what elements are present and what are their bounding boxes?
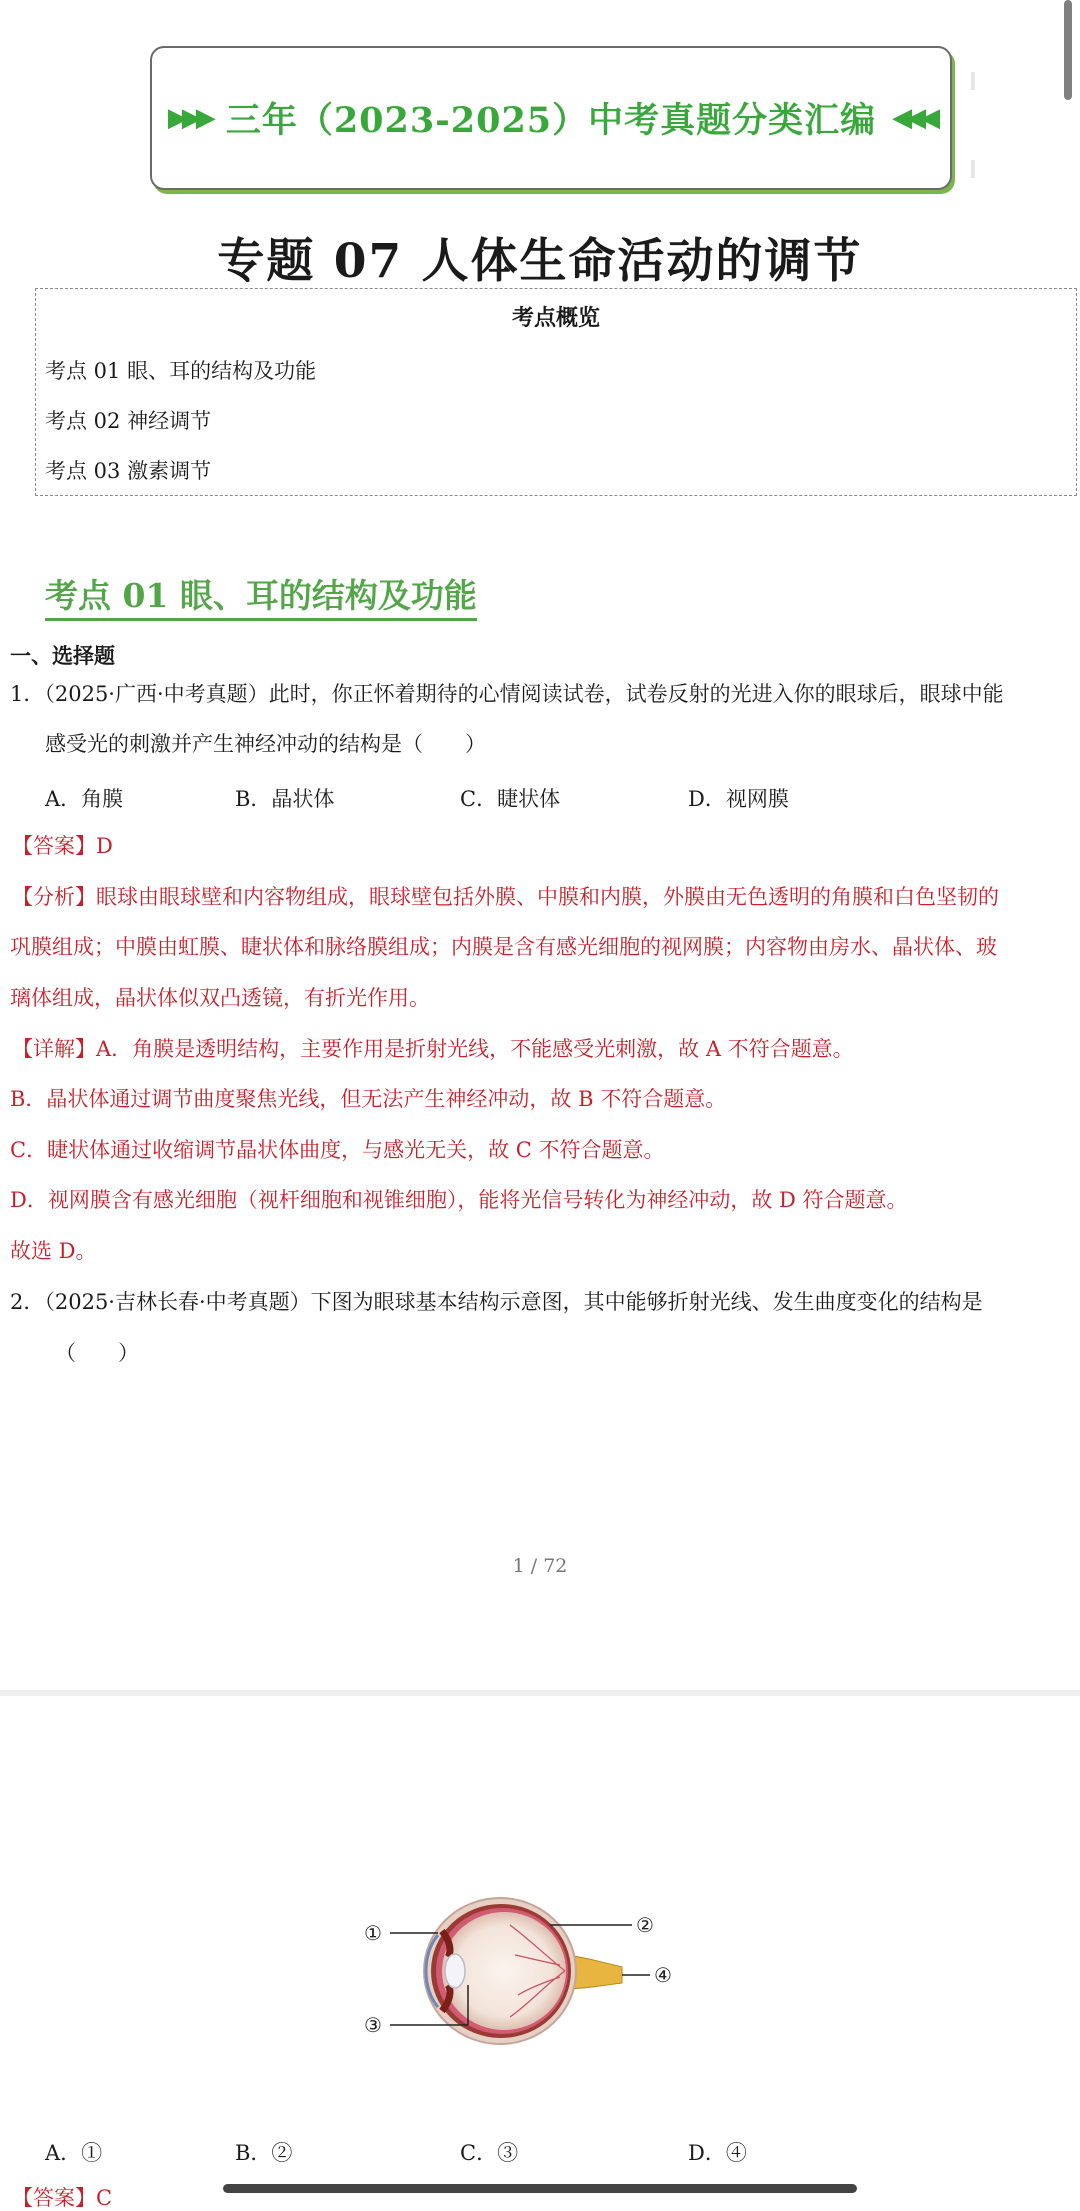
q1-detail-line: C．睫状体通过收缩调节晶状体曲度，与感光无关，故 C 不符合题意。 xyxy=(10,1138,665,1162)
eye-label-2: ② xyxy=(636,1913,654,1937)
q1-detail-line: D．视网膜含有感光细胞（视杆细胞和视锥细胞），能将光信号转化为神经冲动，故 D 符合题意。 xyxy=(10,1188,908,1212)
banner-right-arrows: ◀◀◀ xyxy=(892,103,935,133)
q1-conclusion: 故选 D。 xyxy=(10,1239,97,1263)
q1-option-d: D．视网膜 xyxy=(688,787,789,811)
q1-detail-line: 【详解】A．角膜是透明结构，主要作用是折射光线，不能感受光刺激，故 A 不符合题意。 xyxy=(12,1037,854,1061)
q2-answer: 【答案】C xyxy=(12,2186,113,2210)
eye-label-4: ④ xyxy=(654,1963,672,1987)
q2-stem-line1: 2．（2025·吉林长春·中考真题）下图为眼球基本结构示意图，其中能够折射光线、发生曲度变化的结构是 xyxy=(10,1290,983,1314)
overview-item[interactable]: 考点 03 激素调节 xyxy=(45,459,212,483)
q1-stem-line2: 感受光的刺激并产生神经冲动的结构是（ ） xyxy=(45,732,486,756)
q2-stem-line2: （ ） xyxy=(55,1341,139,1365)
q1-answer: 【答案】D xyxy=(12,834,113,858)
q2-option-c: C．③ xyxy=(460,2141,519,2165)
question-type-heading: 一、选择题 xyxy=(10,643,115,668)
eye-label-1: ① xyxy=(364,1921,382,1945)
q1-analysis-line: 巩膜组成；中膜由虹膜、睫状体和脉络膜组成；内膜是含有感光细胞的视网膜；内容物由房水、晶状体、玻 xyxy=(10,935,997,959)
page-title: 专题 07 人体生命活动的调节 xyxy=(217,234,863,289)
q1-option-a: A．角膜 xyxy=(45,787,124,811)
q2-option-b: B．② xyxy=(235,2141,293,2165)
banner-edge-mark xyxy=(971,72,975,90)
overview-heading: 考点概览 xyxy=(511,305,600,331)
q1-stem-line1: 1．（2025·广西·中考真题）此时，你正怀着期待的心情阅读试卷，试卷反射的光进入你的眼球后，眼球中能 xyxy=(10,682,1004,706)
overview-item[interactable]: 考点 01 眼、耳的结构及功能 xyxy=(45,359,317,383)
eye-diagram-image xyxy=(360,1885,690,2065)
q1-option-b: B．晶状体 xyxy=(235,787,335,811)
banner-left-arrows: ▶▶▶ xyxy=(167,103,210,133)
page-indicator: 1 / 72 xyxy=(512,1555,568,1577)
section-title: 考点 01 眼、耳的结构及功能 xyxy=(45,576,477,621)
home-indicator-bar[interactable] xyxy=(223,2184,857,2193)
vertical-scrollbar[interactable] xyxy=(1064,0,1072,100)
overview-item[interactable]: 考点 02 神经调节 xyxy=(45,409,212,433)
q2-option-d: D．④ xyxy=(688,2141,747,2165)
page-separator xyxy=(0,1690,1080,1696)
q1-detail-line: B．晶状体通过调节曲度聚焦光线，但无法产生神经冲动，故 B 不符合题意。 xyxy=(10,1087,727,1111)
q1-analysis-line: 璃体组成，晶状体似双凸透镜，有折光作用。 xyxy=(10,986,430,1010)
q1-option-c: C．睫状体 xyxy=(460,787,561,811)
banner-text: 三年（2023-2025）中考真题分类汇编 xyxy=(225,100,877,141)
q2-option-a: A．① xyxy=(45,2141,103,2165)
banner-edge-mark xyxy=(971,160,975,178)
q1-analysis-line: 【分析】眼球由眼球壁和内容物组成，眼球壁包括外膜、中膜和内膜，外膜由无色透明的角膜和白色坚韧的 xyxy=(12,885,999,909)
eye-label-3: ③ xyxy=(364,2013,382,2037)
header-banner xyxy=(150,46,952,190)
eye-diagram xyxy=(360,1885,690,2065)
overview-box xyxy=(35,288,1077,496)
